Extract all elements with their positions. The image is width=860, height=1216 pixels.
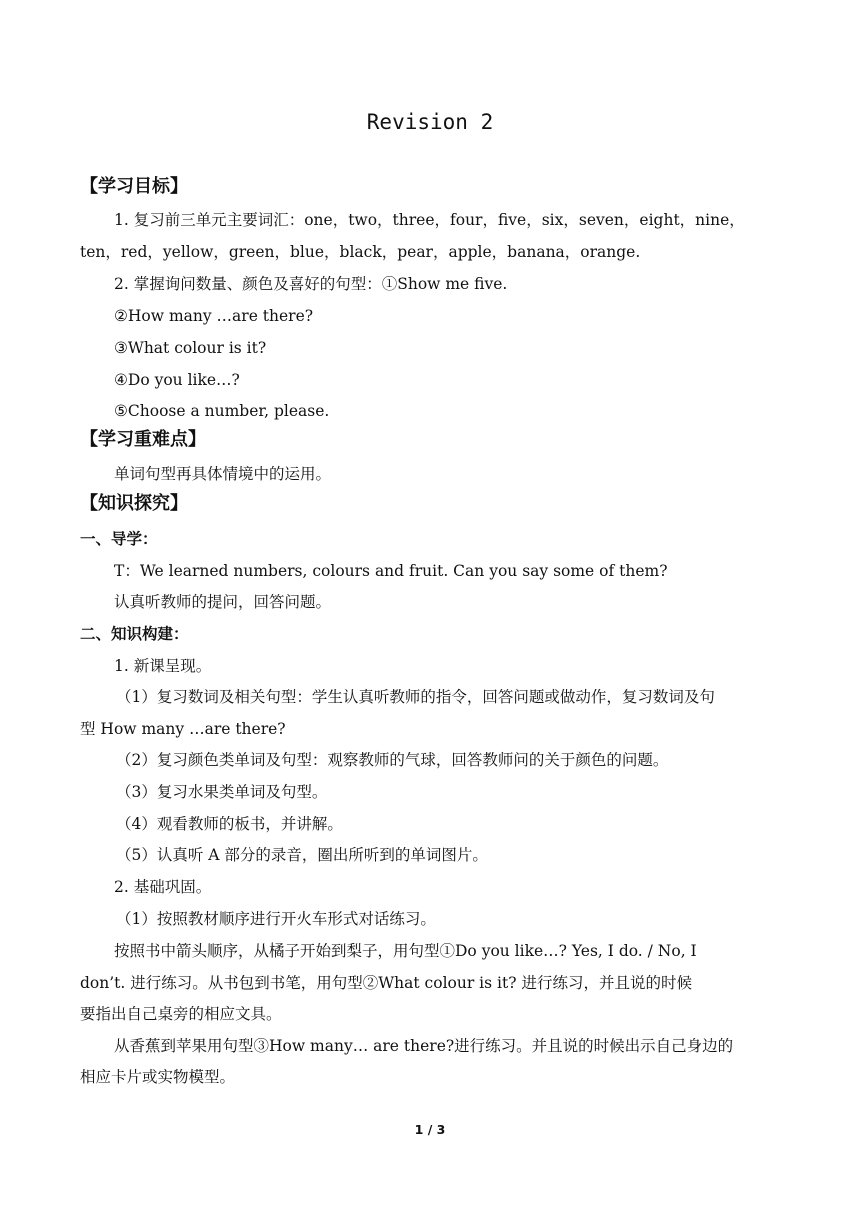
- building-line-4: （2）复习颜色类单词及句型：观察教师的气球，回答教师问的关于颜色的问题。: [116, 751, 669, 769]
- subheading-knowledge-building: 二、知识构建：: [80, 625, 189, 643]
- subheading-guided-learning: 一、导学：: [80, 530, 158, 548]
- objectives-line-4: ②How many …are there?: [114, 307, 314, 325]
- page-title: Revision 2: [366, 110, 494, 134]
- objectives-line-2: ten，red，yellow，green，blue，black，pear，apple，banana，orange.: [80, 243, 641, 261]
- building-line-10: 按照书中箭头顺序，从橘子开始到梨子，用句型①Do you like…? Yes, I do. / No, I: [114, 942, 697, 960]
- building-line-7: （5）认真听 A 部分的录音，圈出所听到的单词图片。: [116, 846, 488, 864]
- building-line-5: （3）复习水果类单词及句型。: [116, 783, 328, 801]
- building-line-14: 相应卡片或实物模型。: [80, 1068, 236, 1086]
- objectives-line-5: ③What colour is it?: [114, 339, 267, 357]
- objectives-line-1: 1. 复习前三单元主要词汇：one，two，three，four，five，six，seven，eight，nine，: [114, 211, 745, 229]
- section-heading-key-points: 【学习重难点】: [80, 429, 206, 450]
- objectives-line-3: 2. 掌握询问数量、颜色及喜好的句型：①Show me five.: [114, 275, 508, 293]
- page-number: 1 / 3: [414, 1122, 446, 1137]
- building-line-12: 要指出自己桌旁的相应文具。: [80, 1005, 282, 1023]
- building-line-6: （4）观看教师的板书，并讲解。: [116, 815, 343, 833]
- key-points-line-1: 单词句型再具体情境中的运用。: [114, 465, 332, 483]
- objectives-line-7: ⑤Choose a number, please.: [114, 402, 330, 420]
- building-line-2: （1）复习数词及相关句型：学生认真听教师的指令，回答问题或做动作，复习数词及句: [116, 688, 715, 706]
- building-line-1: 1. 新课呈现。: [114, 657, 212, 675]
- objectives-line-6: ④Do you like…?: [114, 371, 240, 389]
- building-line-11: don’t. 进行练习。从书包到书笔，用句型②What colour is it? 进行练习，并且说的时候: [80, 974, 692, 992]
- guided-line-1: T：We learned numbers, colours and fruit. Can you say some of them?: [114, 562, 668, 580]
- building-line-9: （1）按照教材顺序进行开火车形式对话练习。: [116, 910, 436, 928]
- building-line-8: 2. 基础巩固。: [114, 878, 212, 896]
- building-line-3: 型 How many …are there?: [80, 720, 286, 738]
- building-line-13: 从香蕉到苹果用句型③How many… are there?进行练习。并且说的时候出示自己身边的: [114, 1037, 734, 1055]
- section-heading-objectives: 【学习目标】: [80, 176, 188, 197]
- guided-line-2: 认真听教师的提问，回答问题。: [114, 593, 332, 611]
- section-heading-exploration: 【知识探究】: [80, 493, 188, 514]
